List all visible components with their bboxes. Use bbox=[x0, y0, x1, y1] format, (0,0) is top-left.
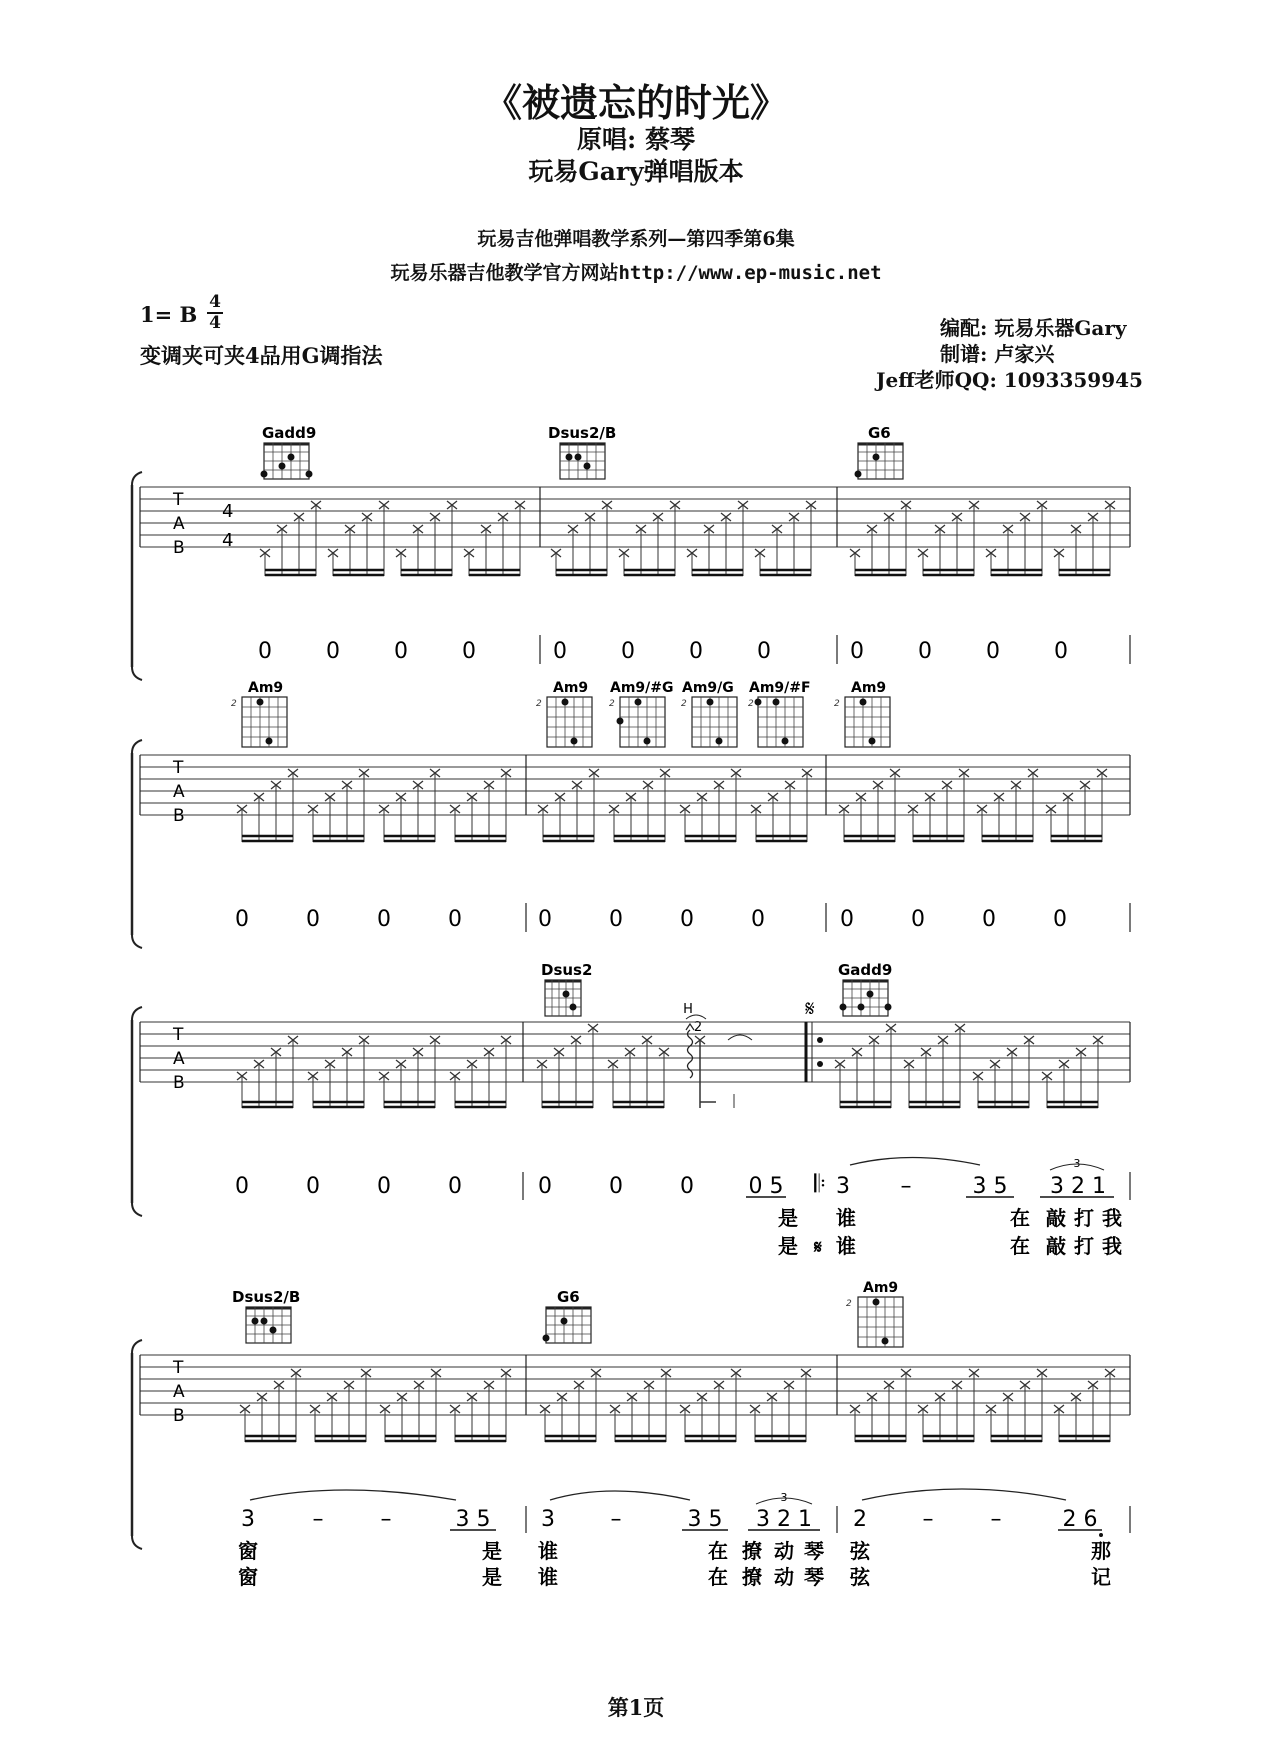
chord-diagram bbox=[541, 961, 592, 1016]
original-singer: 原唱: 蔡琴 bbox=[577, 125, 695, 154]
lyric: 谁 bbox=[836, 1234, 856, 1258]
note: 0 bbox=[840, 907, 854, 932]
chord-diagram bbox=[846, 1280, 903, 1347]
note: 3 2 1 bbox=[1050, 1174, 1106, 1199]
lyric: 撩 bbox=[742, 1539, 762, 1563]
arranger-credit: 编配: 玩易乐器Gary bbox=[940, 316, 1127, 340]
note: 0 bbox=[609, 907, 623, 932]
tab-letter: B bbox=[173, 806, 185, 826]
lyric: 在 bbox=[1010, 1206, 1030, 1230]
note: 3 2 1 bbox=[756, 1507, 812, 1532]
note: 3 5 bbox=[687, 1507, 723, 1532]
note: 0 bbox=[751, 907, 765, 932]
note: 0 bbox=[235, 1174, 249, 1199]
note: 0 bbox=[394, 639, 408, 664]
note: 0 bbox=[538, 1174, 552, 1199]
note: – bbox=[380, 1507, 392, 1532]
note: 3 bbox=[541, 1507, 555, 1532]
song-title: 《被遗忘的时光》 bbox=[483, 80, 788, 125]
chord-diagram bbox=[261, 424, 317, 479]
tab-letter: T bbox=[173, 490, 184, 510]
note: 0 bbox=[680, 907, 694, 932]
system-2 bbox=[132, 680, 1130, 948]
numbered-notation bbox=[258, 639, 1068, 664]
key-prefix: 1= B bbox=[140, 302, 198, 327]
note: – bbox=[312, 1507, 324, 1532]
tab-pattern bbox=[260, 501, 1115, 576]
repeat-start: 𝄆 bbox=[814, 1170, 826, 1198]
numbered-notation bbox=[241, 1507, 1098, 1532]
hammer-label: H bbox=[683, 1002, 693, 1017]
lyric: 打 bbox=[1074, 1206, 1094, 1230]
lyric: 打 bbox=[1074, 1234, 1094, 1258]
lyric: 是 bbox=[778, 1234, 798, 1258]
lyric: 谁 bbox=[538, 1539, 558, 1563]
chord-diagram bbox=[748, 680, 811, 747]
chord-name: Dsus2/B bbox=[232, 1288, 301, 1306]
lyric: 谁 bbox=[836, 1206, 856, 1230]
lyric: 琴 bbox=[804, 1539, 824, 1563]
note: 0 bbox=[621, 639, 635, 664]
lyric: 我 bbox=[1102, 1206, 1122, 1230]
segno-mark: 𝄋 bbox=[814, 1237, 822, 1258]
lyric: 记 bbox=[1091, 1565, 1111, 1589]
chord-diagram bbox=[855, 424, 904, 479]
lyrics-line-1 bbox=[778, 1206, 1122, 1230]
chord-name: G6 bbox=[557, 1288, 580, 1306]
triplet-mark: 3 bbox=[1073, 1157, 1081, 1170]
tab-letter: B bbox=[173, 538, 185, 558]
chord-name: Am9 bbox=[851, 680, 887, 696]
lyric: 谁 bbox=[538, 1565, 558, 1589]
tab-letter: A bbox=[173, 514, 185, 534]
chord-name: Dsus2/B bbox=[548, 424, 617, 442]
chord-name: Am9/#G bbox=[610, 680, 674, 696]
chord-name: Am9/G bbox=[682, 680, 734, 696]
note: 0 bbox=[258, 639, 272, 664]
chord-diagram bbox=[548, 424, 616, 479]
tab-letter: T bbox=[173, 1358, 184, 1378]
lyric: 动 bbox=[774, 1539, 794, 1563]
lyric: 在 bbox=[708, 1565, 728, 1589]
svg-text:2: 2 bbox=[834, 699, 840, 709]
tab-letter: B bbox=[173, 1406, 185, 1426]
chord-name: Am9 bbox=[248, 680, 284, 696]
chord-name: Gadd9 bbox=[262, 424, 317, 442]
tab-letter: A bbox=[173, 1049, 185, 1069]
chord-name: Am9 bbox=[553, 680, 589, 696]
contact-credit: Jeff老师QQ: 1093359945 bbox=[876, 368, 1143, 392]
lyrics-line-2 bbox=[238, 1565, 1111, 1589]
lyrics-line-1 bbox=[238, 1539, 1111, 1563]
lyric: 动 bbox=[774, 1565, 794, 1589]
lyric: 是 bbox=[482, 1565, 502, 1589]
note: 0 bbox=[235, 907, 249, 932]
system-1 bbox=[132, 424, 1130, 680]
lyric: 在 bbox=[708, 1539, 728, 1563]
note: 0 bbox=[448, 907, 462, 932]
note: 0 bbox=[850, 639, 864, 664]
note: 0 bbox=[377, 1174, 391, 1199]
tab-time-top: 4 bbox=[222, 501, 234, 522]
svg-text:2: 2 bbox=[846, 1299, 852, 1309]
lyric: 那 bbox=[1091, 1539, 1111, 1563]
lyric: 敲 bbox=[1046, 1234, 1066, 1258]
chord-name: Gadd9 bbox=[838, 961, 893, 979]
svg-text:2: 2 bbox=[681, 699, 687, 709]
chord-diagram bbox=[232, 1288, 300, 1343]
system-4 bbox=[132, 1280, 1130, 1589]
note: – bbox=[900, 1174, 912, 1199]
lyric: 我 bbox=[1102, 1234, 1122, 1258]
chord-name: Am9/#F bbox=[749, 680, 811, 696]
svg-text:2: 2 bbox=[536, 699, 542, 709]
tab-letter: A bbox=[173, 782, 185, 802]
chord-diagram bbox=[609, 680, 674, 747]
version-label: 玩易Gary弹唱版本 bbox=[528, 157, 744, 186]
chord-diagram bbox=[231, 680, 287, 747]
note: – bbox=[922, 1507, 934, 1532]
chord-diagram bbox=[838, 961, 892, 1016]
system-3 bbox=[132, 961, 1130, 1258]
note: 0 bbox=[306, 1174, 320, 1199]
lyric: 窗 bbox=[238, 1539, 258, 1563]
note: 0 bbox=[689, 639, 703, 664]
note: 0 bbox=[326, 639, 340, 664]
lyrics-line-2 bbox=[778, 1234, 1122, 1258]
note: 0 bbox=[377, 907, 391, 932]
transcriber-credit: 制谱: 卢家兴 bbox=[940, 342, 1055, 366]
numbered-notation bbox=[235, 1174, 1106, 1199]
chord-diagram bbox=[543, 1288, 592, 1343]
tab-letter: B bbox=[173, 1073, 185, 1093]
tab-pattern bbox=[237, 1024, 1103, 1108]
segno-mark: 𝄋 bbox=[805, 997, 815, 1022]
chord-diagram bbox=[834, 680, 890, 747]
note: – bbox=[990, 1507, 1002, 1532]
svg-text:2: 2 bbox=[231, 699, 237, 709]
chord-diagram bbox=[681, 680, 737, 747]
note: 0 bbox=[448, 1174, 462, 1199]
capo-note: 变调夹可夹4品用G调指法 bbox=[140, 343, 383, 368]
tab-letter: A bbox=[173, 1382, 185, 1402]
note: 0 bbox=[982, 907, 996, 932]
tab-pattern bbox=[240, 1369, 1115, 1442]
note: 0 bbox=[553, 639, 567, 664]
lyric: 是 bbox=[482, 1539, 502, 1563]
tab-letter: T bbox=[173, 1025, 184, 1045]
note: 0 bbox=[680, 1174, 694, 1199]
note: 2 6 bbox=[1062, 1507, 1098, 1532]
time-top: 4 bbox=[209, 292, 221, 312]
series-label: 玩易吉他弹唱教学系列—第四季第6集 bbox=[477, 228, 795, 250]
website-link[interactable]: 玩易乐器吉他教学官方网站http://www.ep-music.net bbox=[390, 262, 882, 284]
note: 0 bbox=[757, 639, 771, 664]
note: 0 bbox=[1053, 907, 1067, 932]
note: 0 bbox=[462, 639, 476, 664]
numbered-notation bbox=[235, 907, 1067, 932]
lyric: 弦 bbox=[850, 1539, 870, 1563]
note: – bbox=[610, 1507, 622, 1532]
chord-name: Dsus2 bbox=[541, 961, 593, 979]
note: 0 5 bbox=[748, 1174, 784, 1199]
note: 0 bbox=[538, 907, 552, 932]
note: 3 bbox=[241, 1507, 255, 1532]
page-number: 第1页 bbox=[607, 1695, 665, 1720]
triplet-mark: 3 bbox=[780, 1491, 788, 1504]
lyric: 是 bbox=[778, 1206, 798, 1230]
note: 3 5 bbox=[455, 1507, 491, 1532]
lyric: 窗 bbox=[238, 1565, 258, 1589]
time-bottom: 4 bbox=[209, 313, 221, 333]
svg-text:2: 2 bbox=[609, 699, 615, 709]
lyric: 弦 bbox=[850, 1565, 870, 1589]
tab-pattern bbox=[237, 769, 1107, 842]
tab-time-bottom: 4 bbox=[222, 530, 234, 551]
note: 0 bbox=[911, 907, 925, 932]
chord-diagram bbox=[536, 680, 592, 747]
tab-letter: T bbox=[173, 758, 184, 778]
note: 0 bbox=[986, 639, 1000, 664]
note: 0 bbox=[609, 1174, 623, 1199]
note: 2 bbox=[853, 1507, 867, 1532]
svg-text:2: 2 bbox=[748, 699, 754, 709]
chord-name: Am9 bbox=[863, 1280, 899, 1296]
note: 0 bbox=[918, 639, 932, 664]
note: 3 5 bbox=[972, 1174, 1008, 1199]
lyric: 在 bbox=[1010, 1234, 1030, 1258]
lyric: 敲 bbox=[1046, 1206, 1066, 1230]
note: 3 bbox=[836, 1174, 850, 1199]
hammer-fret: 2 bbox=[693, 1020, 703, 1035]
chord-name: G6 bbox=[868, 424, 891, 442]
lyric: 撩 bbox=[742, 1565, 762, 1589]
note: 0 bbox=[306, 907, 320, 932]
lyric: 琴 bbox=[804, 1565, 824, 1589]
note: 0 bbox=[1054, 639, 1068, 664]
